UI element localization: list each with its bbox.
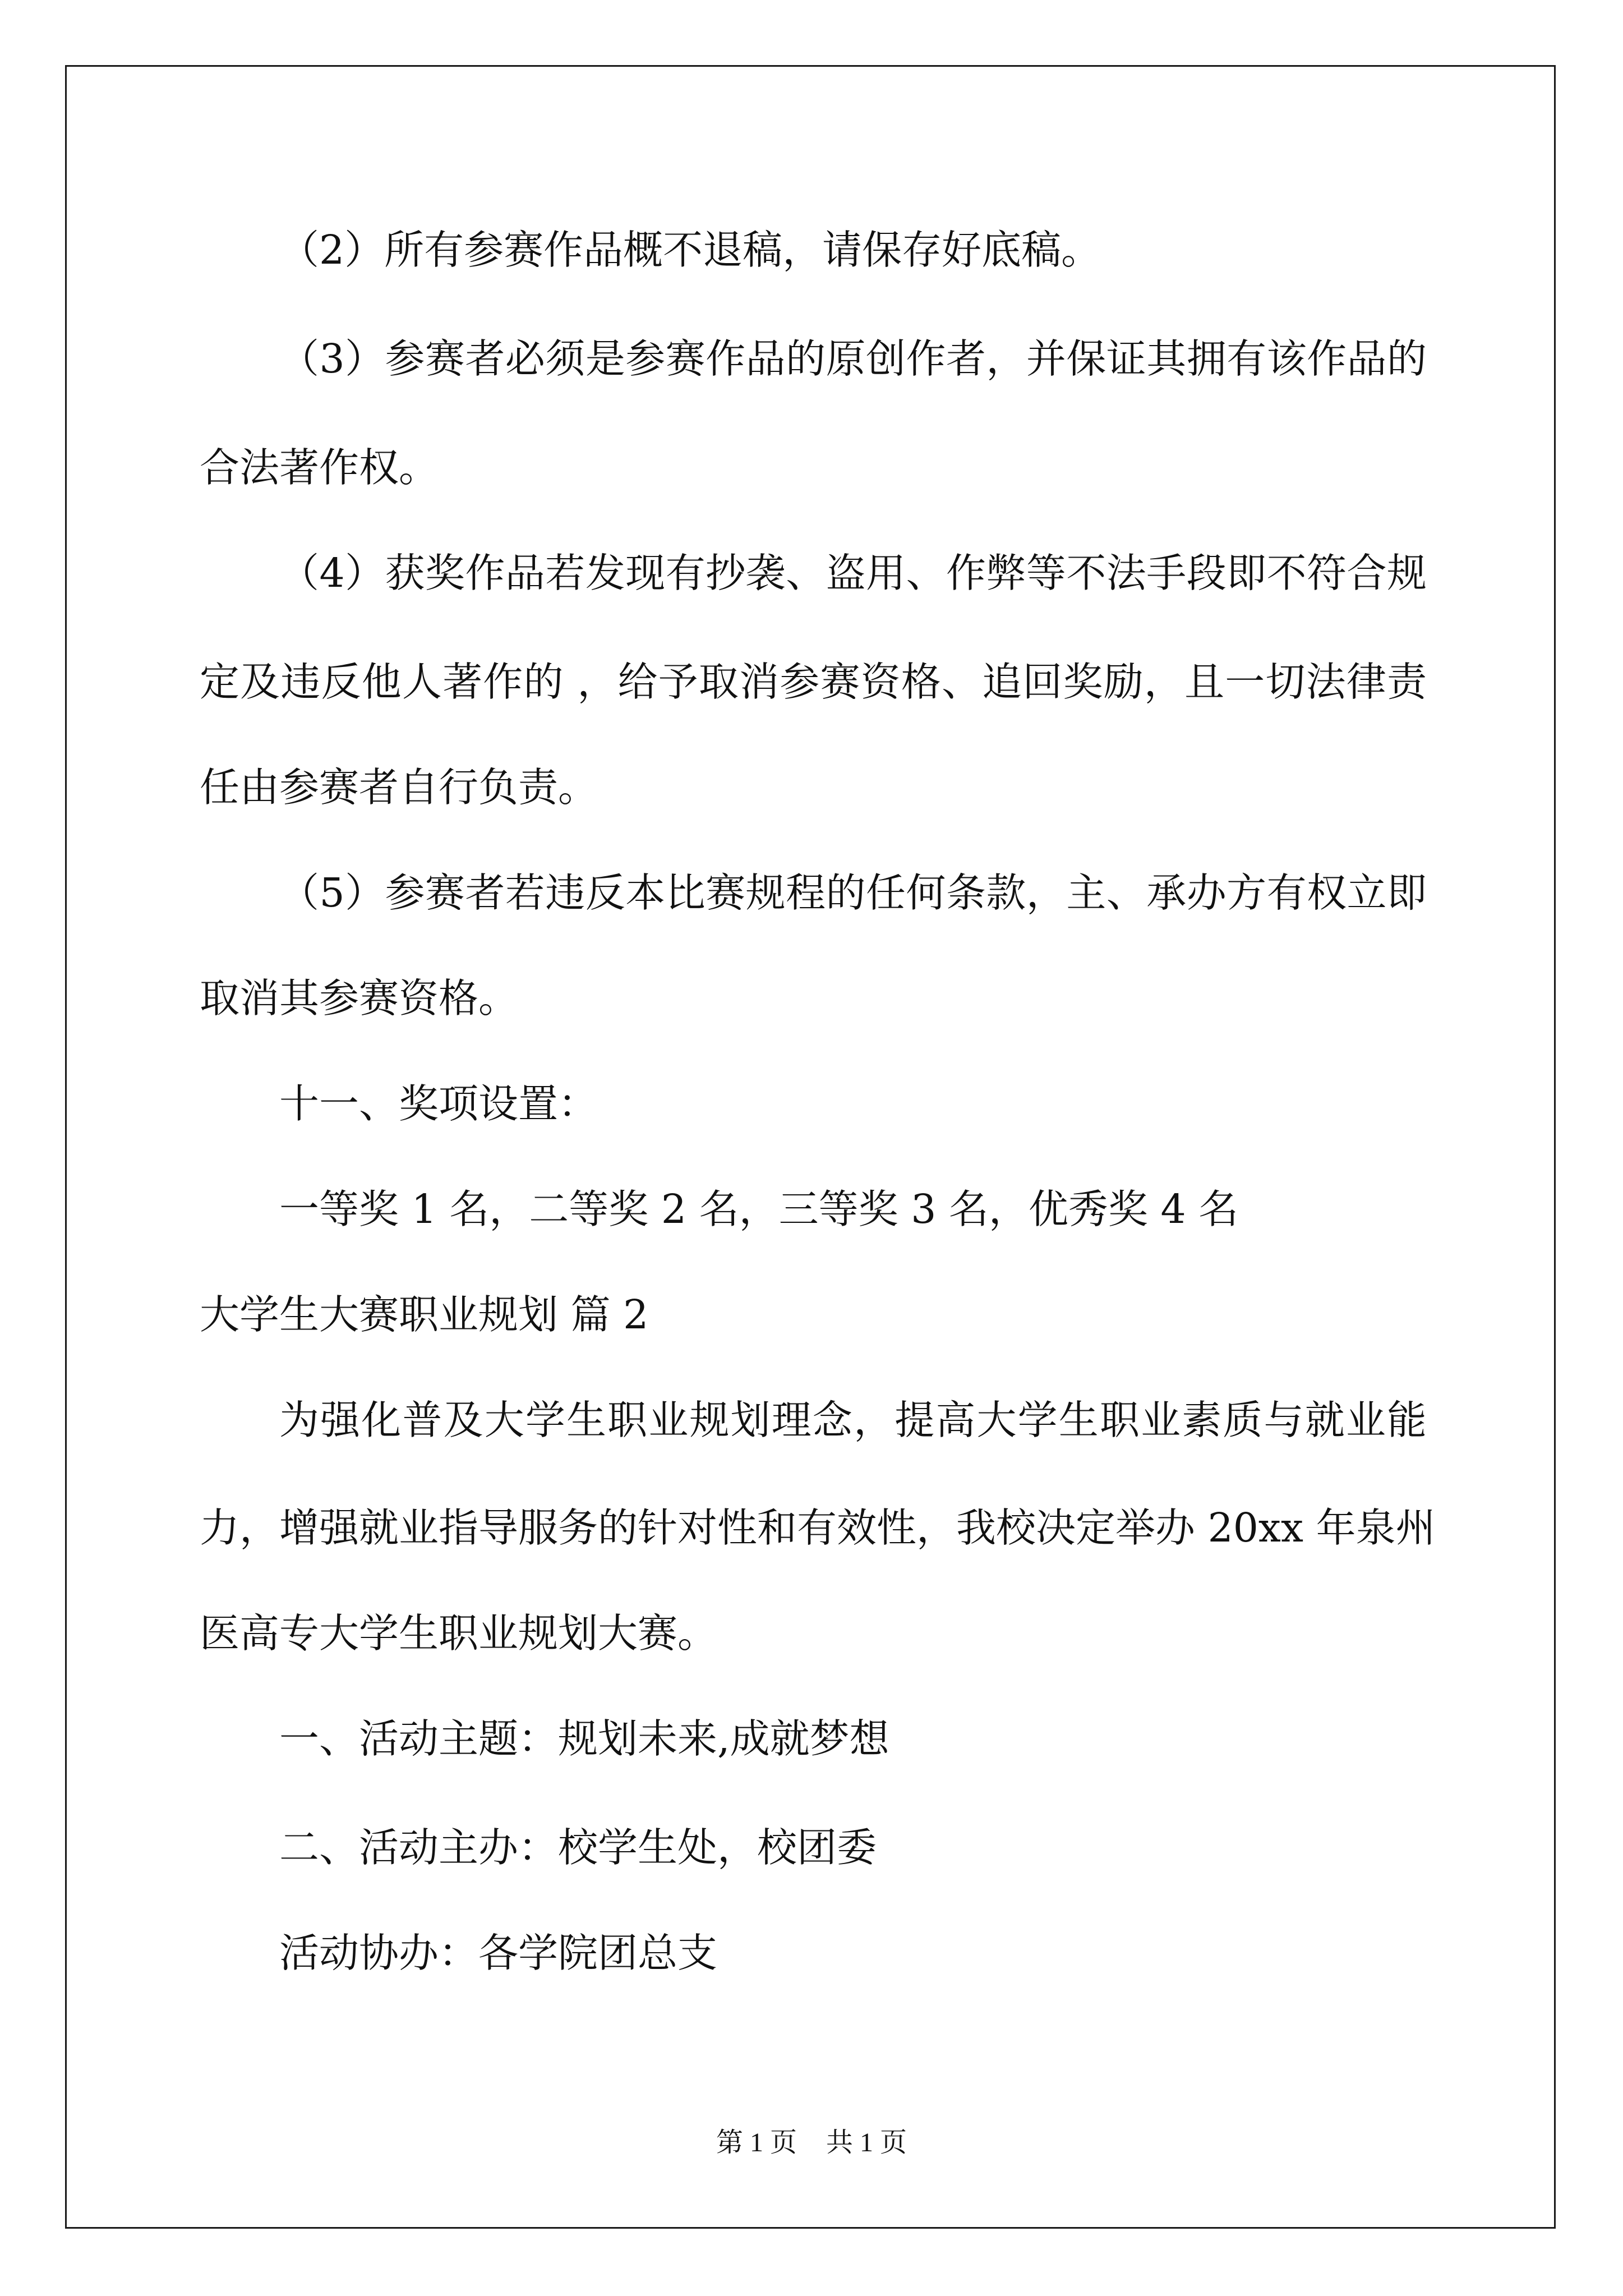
paragraph-line: 活动协办：各学院团总支 [279, 1930, 718, 1976]
page-total: 共 1 页 [826, 2128, 907, 2157]
paragraph-line: 二、活动主办：校学生处，校团委 [279, 1824, 877, 1871]
paragraph-line: 为强化普及大学生职业规划理念，提高大学生职业素质与就业能 [279, 1397, 1427, 1443]
article-heading: 大学生大赛职业规划 篇 2 [200, 1291, 649, 1338]
paragraph-line: 医高专大学生职业规划大赛。 [200, 1610, 718, 1657]
page-border [65, 65, 1556, 2229]
paragraph-line: （2）所有参赛作品概不退稿，请保存好底稿。 [279, 227, 1101, 273]
paragraph-line: （4）获奖作品若发现有抄袭、盗用、作弊等不法手段即不符合规 [279, 550, 1427, 596]
section-heading: 十一、奖项设置： [279, 1080, 598, 1127]
paragraph-line: （3）参赛者必须是参赛作品的原创作者，并保证其拥有该作品的 [279, 335, 1427, 382]
paragraph-line: 定及违反他人著作的 ，给予取消参赛资格、追回奖励，且一切法律责 [200, 659, 1427, 705]
page-number: 第 1 页 [716, 2128, 797, 2157]
paragraph-line: 取消其参赛资格。 [200, 975, 519, 1022]
paragraph-line: 一、活动主题：规划未来,成就梦想 [279, 1715, 889, 1762]
paragraph-line: 任由参赛者自行负责。 [200, 764, 598, 811]
paragraph-line: 力，增强就业指导服务的针对性和有效性，我校决定举办 20xx 年泉州 [200, 1504, 1436, 1551]
page-footer [0, 2126, 1623, 2160]
paragraph-line: （5）参赛者若违反本比赛规程的任何条款，主、承办方有权立即 [279, 869, 1427, 916]
paragraph-line: 一等奖 1 名，二等奖 2 名，三等奖 3 名，优秀奖 4 名 [279, 1186, 1239, 1232]
paragraph-line: 合法著作权。 [200, 444, 439, 491]
